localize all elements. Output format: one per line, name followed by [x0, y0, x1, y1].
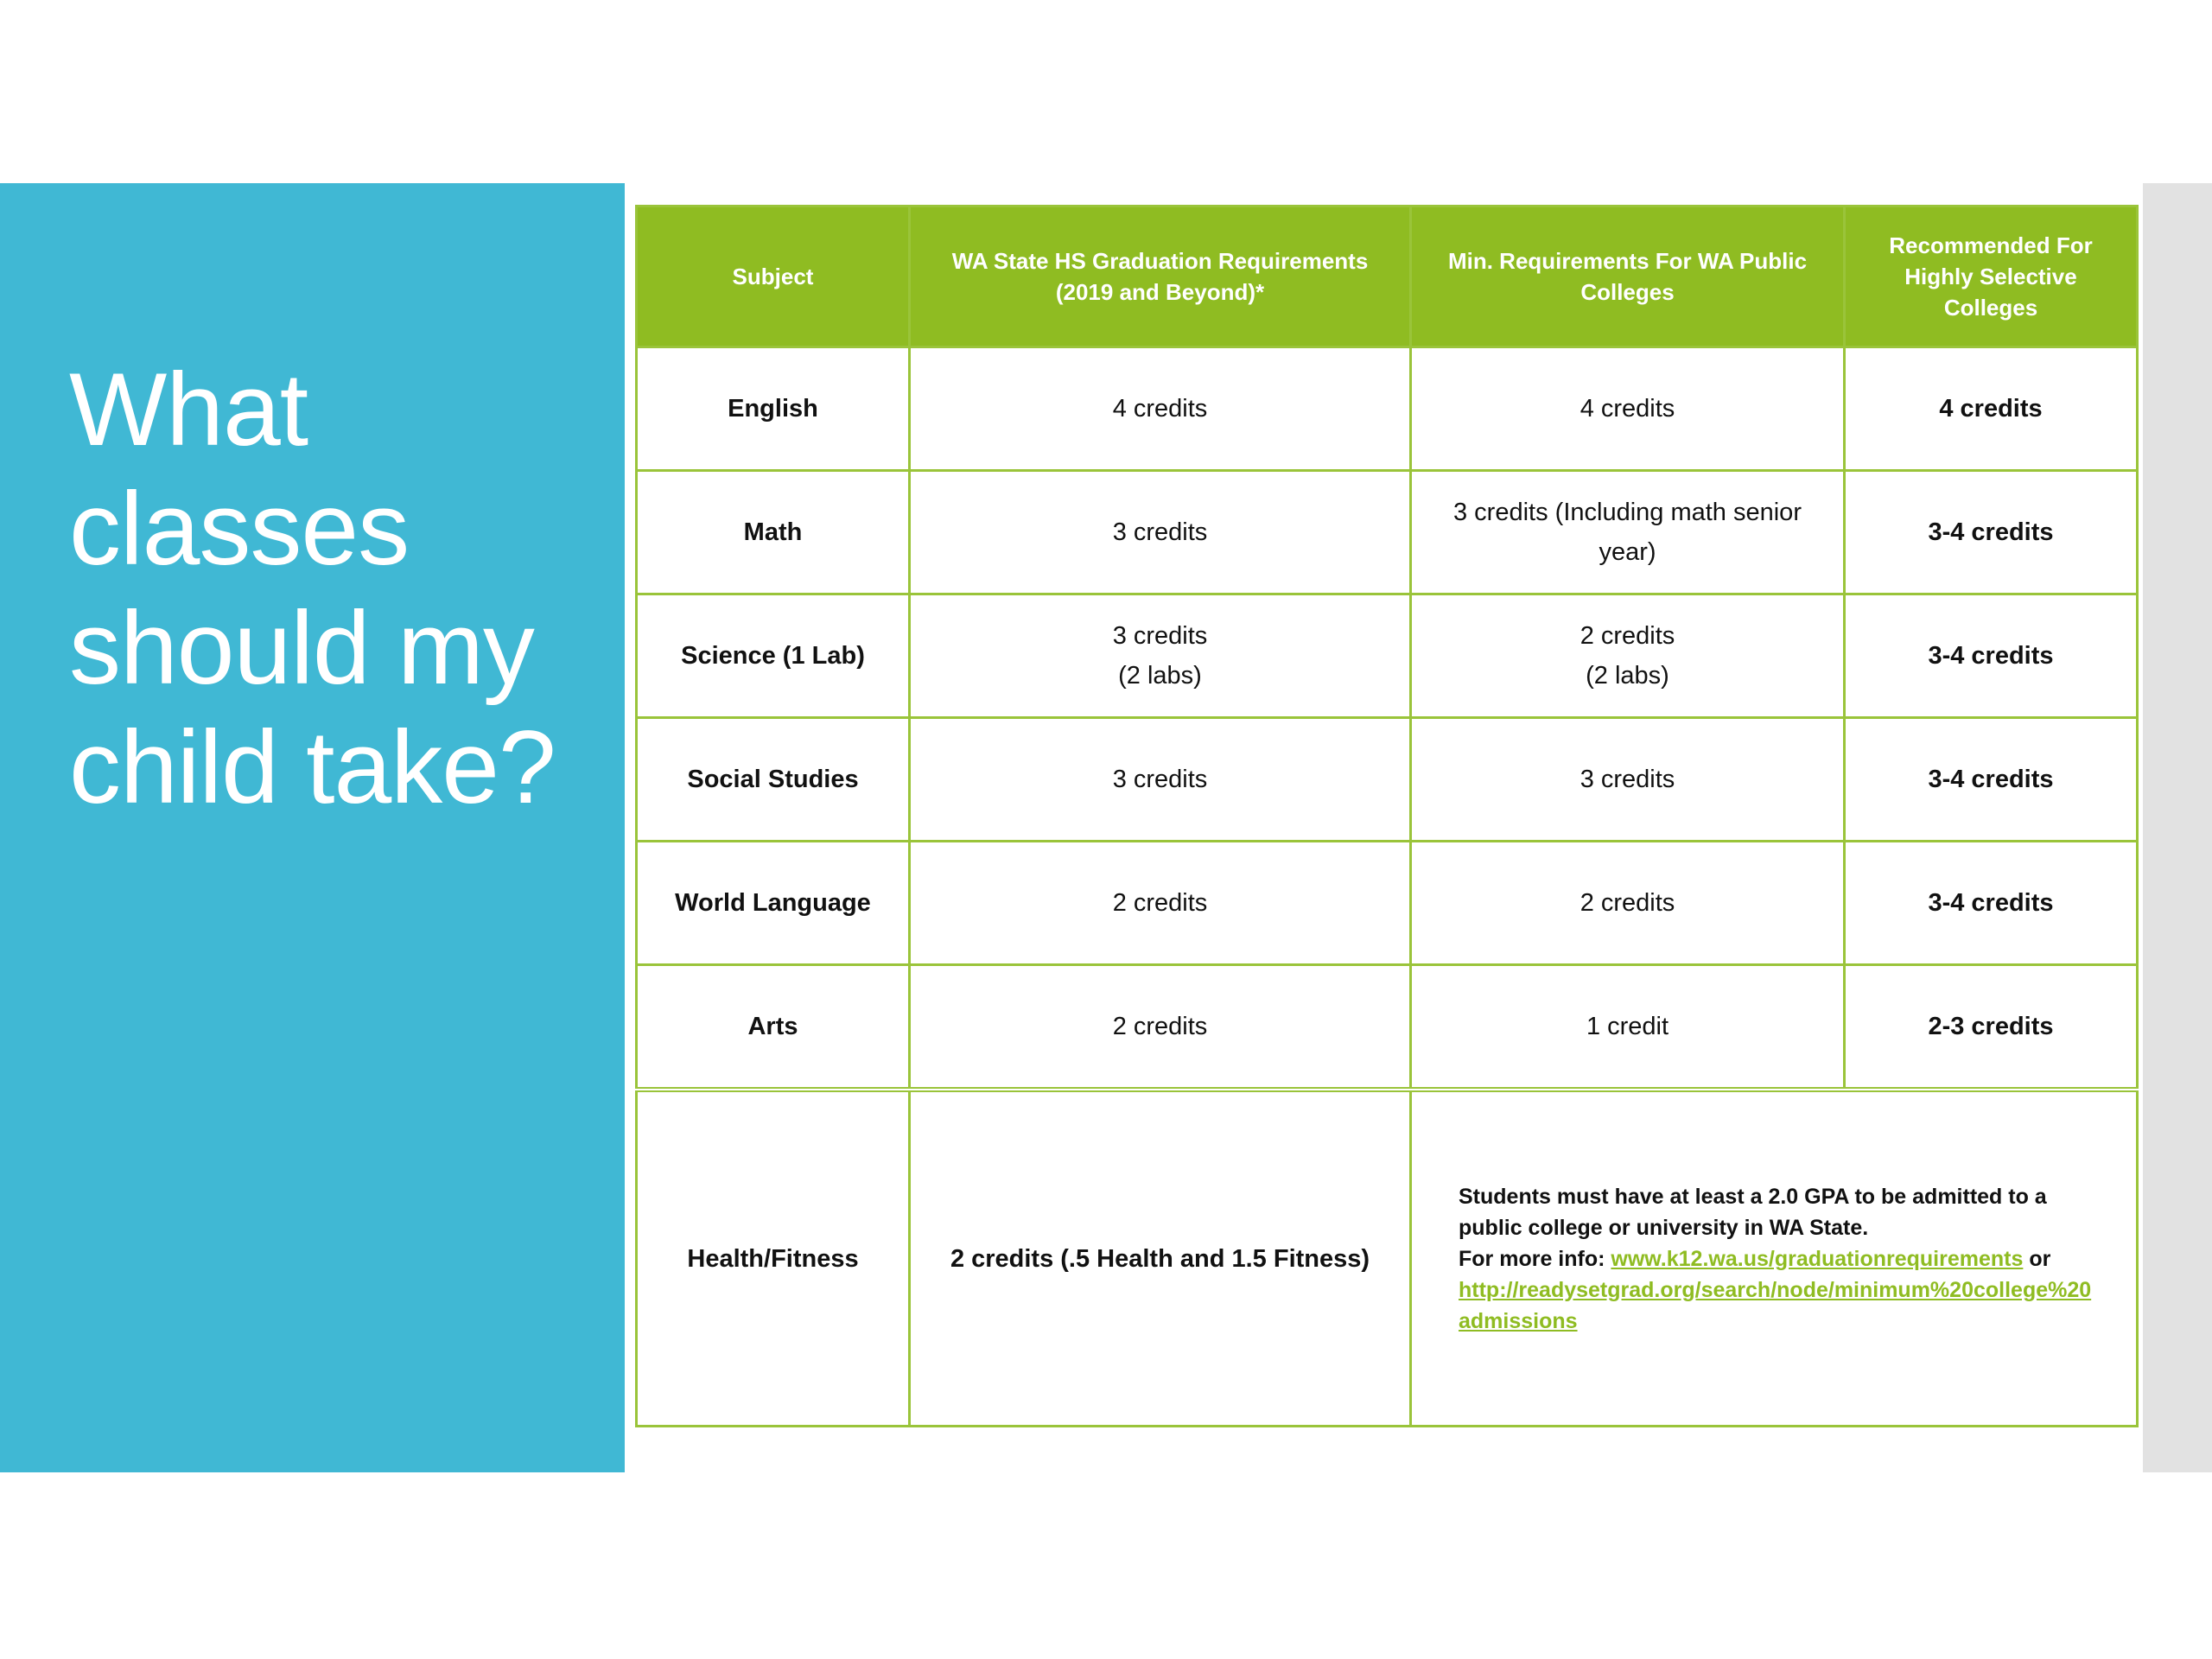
- cell-line: 4 credits: [1112, 395, 1208, 423]
- cell-line: 4 credits: [1580, 395, 1675, 423]
- more-info-label: For more info:: [1459, 1246, 1611, 1271]
- wa-state-cell: [910, 842, 1411, 965]
- slide-title: [69, 350, 605, 827]
- more-info-line: [1459, 1243, 2119, 1274]
- table-row: [637, 594, 2138, 718]
- title-line: child take?: [69, 709, 556, 825]
- gpa-note-line: public college or university in WA State.: [1459, 1215, 1869, 1240]
- header-public-colleges: Min. Requirements For WA Public Colleges: [1411, 207, 1845, 347]
- table-row: [637, 471, 2138, 594]
- title-line: should my: [69, 590, 534, 706]
- public-colleges-cell: [1411, 718, 1845, 842]
- subject-cell: English: [637, 347, 910, 471]
- cell-line: 2 credits: [1112, 889, 1208, 917]
- link-separator: or: [2023, 1246, 2051, 1271]
- cell-line: 3 credits: [1112, 766, 1208, 793]
- table-header-row: [637, 207, 2138, 347]
- subject-cell: Science (1 Lab): [637, 594, 910, 718]
- public-colleges-cell: [1411, 594, 1845, 718]
- subject-cell: Math: [637, 471, 910, 594]
- wa-state-cell: 2 credits (.5 Health and 1.5 Fitness): [910, 1090, 1411, 1427]
- selective-cell: 2-3 credits: [1845, 965, 2138, 1090]
- wa-state-cell: [910, 718, 1411, 842]
- wa-state-cell: [910, 965, 1411, 1090]
- header-wa-state: WA State HS Graduation Requirements (2019 and Beyond)*: [910, 207, 1411, 347]
- selective-cell: 3-4 credits: [1845, 594, 2138, 718]
- cell-line: (2 labs): [1586, 662, 1669, 690]
- cell-line: 1 credit: [1586, 1013, 1669, 1040]
- right-edge-strip: [2143, 183, 2212, 1472]
- table-row: [637, 347, 2138, 471]
- subject-cell: World Language: [637, 842, 910, 965]
- cell-line: 2 credits: [1580, 622, 1675, 650]
- table-row: [637, 718, 2138, 842]
- requirements-table: [635, 205, 2139, 1427]
- selective-cell: 3-4 credits: [1845, 718, 2138, 842]
- gpa-note-line: Students must have at least a 2.0 GPA to be admitted to a: [1459, 1184, 2047, 1209]
- public-colleges-cell: [1411, 965, 1845, 1090]
- subject-cell: Social Studies: [637, 718, 910, 842]
- public-colleges-cell: [1411, 471, 1845, 594]
- cell-line: 3 credits: [1112, 622, 1208, 650]
- readysetgrad-link-continued[interactable]: admissions: [1459, 1308, 1578, 1333]
- cell-line: 3 credits: [1112, 518, 1208, 546]
- wa-state-cell: [910, 347, 1411, 471]
- public-colleges-cell: [1411, 842, 1845, 965]
- selective-cell: 3-4 credits: [1845, 471, 2138, 594]
- admission-notes-cell: [1411, 1090, 2138, 1427]
- cell-line: 2 credits: [1580, 889, 1675, 917]
- selective-cell: 3-4 credits: [1845, 842, 2138, 965]
- header-selective-colleges: Recommended For Highly Selective Colleges: [1845, 207, 2138, 347]
- cell-line: 2 credits: [1112, 1013, 1208, 1040]
- subject-cell: Health/Fitness: [637, 1090, 910, 1427]
- readysetgrad-link[interactable]: http://readysetgrad.org/search/node/minimum%20college%20: [1459, 1277, 2092, 1302]
- public-colleges-cell: [1411, 347, 1845, 471]
- title-line: What: [69, 352, 308, 467]
- cell-line: 3 credits: [1580, 766, 1675, 793]
- table-row: [637, 842, 2138, 965]
- selective-cell: 4 credits: [1845, 347, 2138, 471]
- k12-graduation-link[interactable]: www.k12.wa.us/graduationrequirements: [1611, 1246, 2024, 1271]
- health-fitness-row: [637, 1090, 2138, 1427]
- table-row: [637, 965, 2138, 1090]
- title-line: classes: [69, 471, 410, 587]
- subject-cell: Arts: [637, 965, 910, 1090]
- header-subject: Subject: [637, 207, 910, 347]
- wa-state-cell: [910, 471, 1411, 594]
- cell-line: (2 labs): [1118, 662, 1202, 690]
- cell-line: year): [1599, 538, 1656, 566]
- cell-line: 3 credits (Including math senior: [1453, 499, 1802, 526]
- wa-state-cell: [910, 594, 1411, 718]
